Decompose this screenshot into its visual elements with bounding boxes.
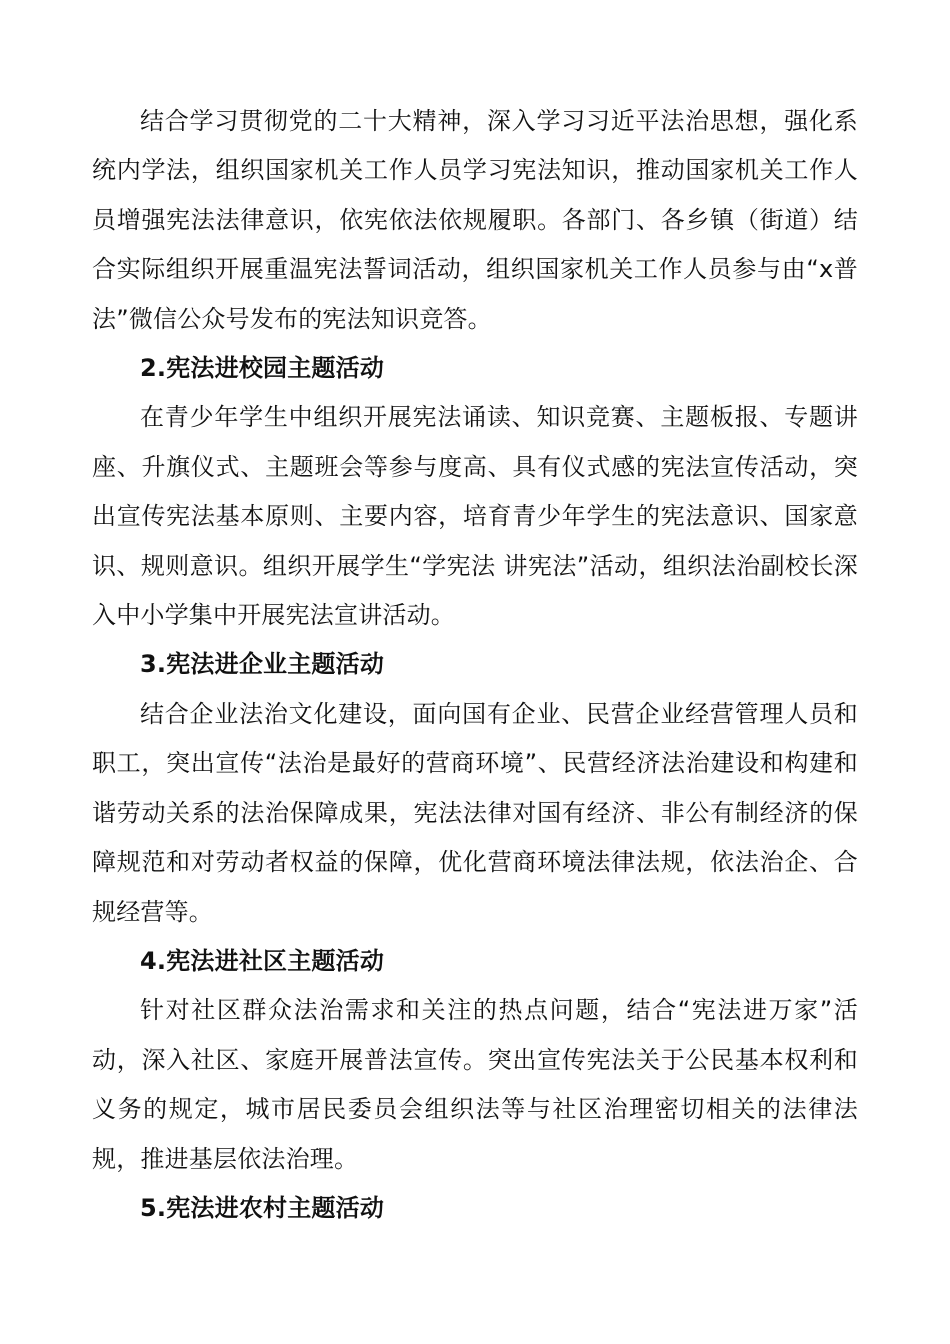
- paragraph-enterprise: 结合企业法治文化建设，面向国有企业、民营企业经营管理人员和职工，突出宣传“法治是最好的营商环境”、民营经济法治建设和构建和谐劳动关系的法治保障成果，宪法法律对国有经济、非公有制经济的保障规范和对劳动者权益的保障，优化营商环境法律法规，依法治企、合规经营等。: [92, 699, 858, 926]
- section-heading-enterprise: 3.宪法进企业主题活动: [140, 650, 385, 679]
- section-heading-community: 4.宪法进社区主题活动: [140, 946, 385, 975]
- paragraph-campus: 在青少年学生中组织开展宪法诵读、知识竞赛、主题板报、专题讲座、升旗仪式、主题班会等参与度高、具有仪式感的宪法宣传活动，突出宣传宪法基本原则、主要内容，培育青少年学生的宪法意识、国家意识、规则意识。组织开展学生“学宪法 讲宪法”活动，组织法治副校长深入中小学集中开展宪法宣讲活动。: [92, 403, 858, 630]
- paragraph-study-constitution: 结合学习贯彻党的二十大精神，深入学习习近平法治思想，强化系统内学法，组织国家机关工作人员学习宪法知识，推动国家机关工作人员增强宪法法律意识，依宪依法依规履职。各部门、各乡镇（街道）结合实际组织开展重温宪法誓词活动，组织国家机关工作人员参与由“x普法”微信公众号发布的宪法知识竞答。: [92, 107, 858, 333]
- section-heading-rural: 5.宪法进农村主题活动: [140, 1193, 385, 1222]
- section-heading-campus: 2.宪法进校园主题活动: [140, 354, 385, 383]
- document-body: [92, 97, 858, 1233]
- paragraph-community: 针对社区群众法治需求和关注的热点问题，结合“宪法进万家”活动，深入社区、家庭开展普法宣传。突出宣传宪法关于公民基本权利和义务的规定，城市居民委员会组织法等与社区治理密切相关的法律法规，推进基层依法治理。: [92, 996, 858, 1173]
